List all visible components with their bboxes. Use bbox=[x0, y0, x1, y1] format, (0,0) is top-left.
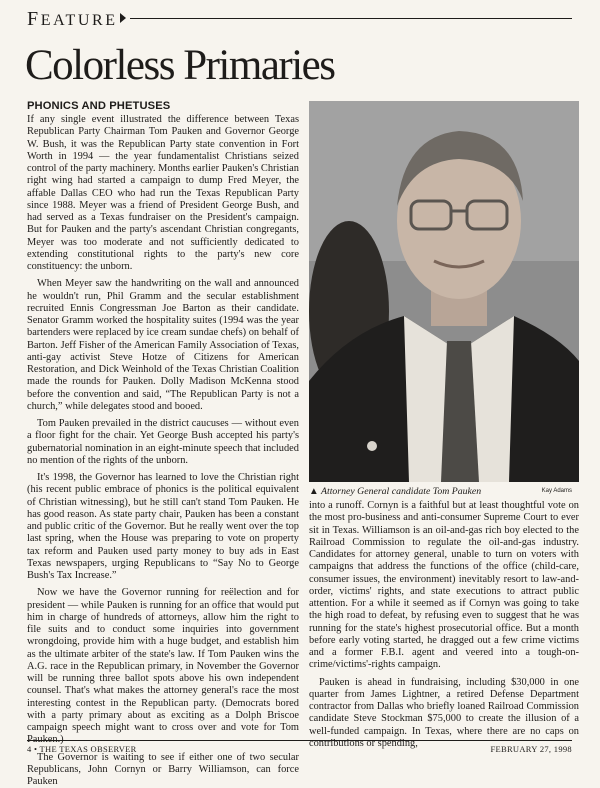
article-headline: Colorless Primaries bbox=[25, 40, 335, 92]
section-rule bbox=[130, 18, 572, 19]
footer-rule bbox=[27, 740, 572, 741]
article-subhead: PHONICS AND PHETUSES bbox=[27, 100, 170, 112]
portrait-photo bbox=[309, 101, 579, 482]
paragraph: The Governor is waiting to see if either one of two secular Republicans, John Cornyn or Barry Williamson, can force Pauken bbox=[27, 752, 299, 788]
paragraph: Now we have the Governor running for reëlection and for president — while Pauken is running for an office that would put him in charge of hundreds of attorneys, allow him the right to file suits and to conduct some inquiries into government wrongdoing, provide him with a huge budget, and establish him as the ultimate arbiter of the state's law. If Tom Pauken wins the A.G. race in the Republican primary, in November the Governor will be running three ballot spots above his own independent counsel. That's what makes the attorney general's race the most interesting contest in the Republican party. (Democrats bored with a party primary about as exciting as a Dolph Briscoe campaign speech might want to cross over and vote for Tom Pauken.) bbox=[27, 587, 299, 746]
section-label-initial: F bbox=[27, 8, 41, 30]
section-arrow-icon bbox=[120, 13, 126, 23]
paragraph: If any single event illustrated the difference between Texas Republican Party Chairman Tom Pauken and Governor George W. Bush, it was the Republican Party state convention in Fort Worth in 1994 — the year fundamentalist Christians seized control of the party machinery. Months earlier Pauken's Christian right wing had started a campaign to dump Fred Meyer, the affable Dallas CEO who had run the Texas Republican Party since 1988. Meyer was a friend of President George Bush, and had served as a Texas fundraiser on the President's campaign. But for Pauken and the party's ascendant Christian congregants, Meyer was too moderate and not sufficiently dedicated to extending constitutional rights to the party's new core constituency: the unborn. bbox=[27, 114, 299, 273]
paragraph: When Meyer saw the handwriting on the wall and announced he wouldn't run, Phil Gramm and the secular establishment recruited Ennis Congressman Joe Barton as their candidate. Senator Gramm worked the hospitality suites (1994 was the year bartenders were replaced by ice cream sundae chefs) on behalf of Barton. Jeff Fisher of the American Family Association of Texas, anti-gay activist Steve Hotze of Citizens for American Restoration, and Dick Weinhold of the Texas Christian Coalition made the rounds for Pauken. Dolly Madison McKenna stood before the convention and said, “The Republican Party is not a church,” while delegates stood and booed. bbox=[27, 278, 299, 413]
paragraph: into a runoff. Cornyn is a faithful but at least thoughtful vote on the most pro-business and anti-consumer Supreme Court to ever sit in Texas. Williamson is an oil-and-gas rich boy elected to the Railroad Commission to regulate the oil-and-gas industry. Candidates for attorney general, unable to turn on voters with campaigns that address the functions of the office (child-care, consumer issues, the environment) inevitably resort to law-and-order, victims' rights, and state executions to attract public attention. For a while it seemed as if Cornyn was going to take the high road to defeat, by refusing even to suggest that he was running for the state's highest prosecutorial office. But a month before early voting started, he dragged out a few crime victims and a former F.B.I. agent and veered into a tough-on-crime/victims'-rights campaign. bbox=[309, 500, 579, 672]
section-label bbox=[27, 8, 118, 31]
paragraph: It's 1998, the Governor has learned to love the Christian right (his recent public embrace of phonics is the political equivalent of Christian witnessing), but he still can't stand Tom Pauken. He has good reason. As state party chair, Pauken has been a constant and public critic of the Governor. But he really went over the top last spring, when the House was preparing to vote on property tax reform and Pauken used party money to buy ads in East Texas newspapers, urging Republicans to “Say No to George Bush's Tax Increase.” bbox=[27, 472, 299, 582]
portrait-illustration bbox=[309, 101, 579, 482]
photo-credit: Kay Adams bbox=[542, 488, 572, 494]
paragraph: Pauken is ahead in fundraising, including $30,000 in one quarter from James Lightner, a retired Defense Department contractor from Dallas who briefly loaned Railroad Commission candidate Steve Stockman $75,000 to create the illusion of a well-funded campaign. In Texas, where there are no caps on contributions or spending, bbox=[309, 677, 579, 751]
caption-arrow-icon: ▲ bbox=[309, 486, 319, 497]
footer-date: FEBRUARY 27, 1998 bbox=[490, 744, 572, 754]
photo-caption bbox=[309, 486, 579, 497]
paragraph: Tom Pauken prevailed in the district caucuses — without even a floor fight for the chair. Yet George Bush accepted his party's gubernatorial nomination in an eight-minute speech that included no mention of the rights of the unborn. bbox=[27, 418, 299, 467]
section-label-rest: EATURE bbox=[41, 12, 118, 29]
footer-publication: 4 • THE TEXAS OBSERVER bbox=[27, 744, 137, 754]
right-column bbox=[309, 500, 579, 750]
left-column bbox=[27, 114, 299, 788]
caption-text: Attorney General candidate Tom Pauken bbox=[321, 486, 481, 497]
